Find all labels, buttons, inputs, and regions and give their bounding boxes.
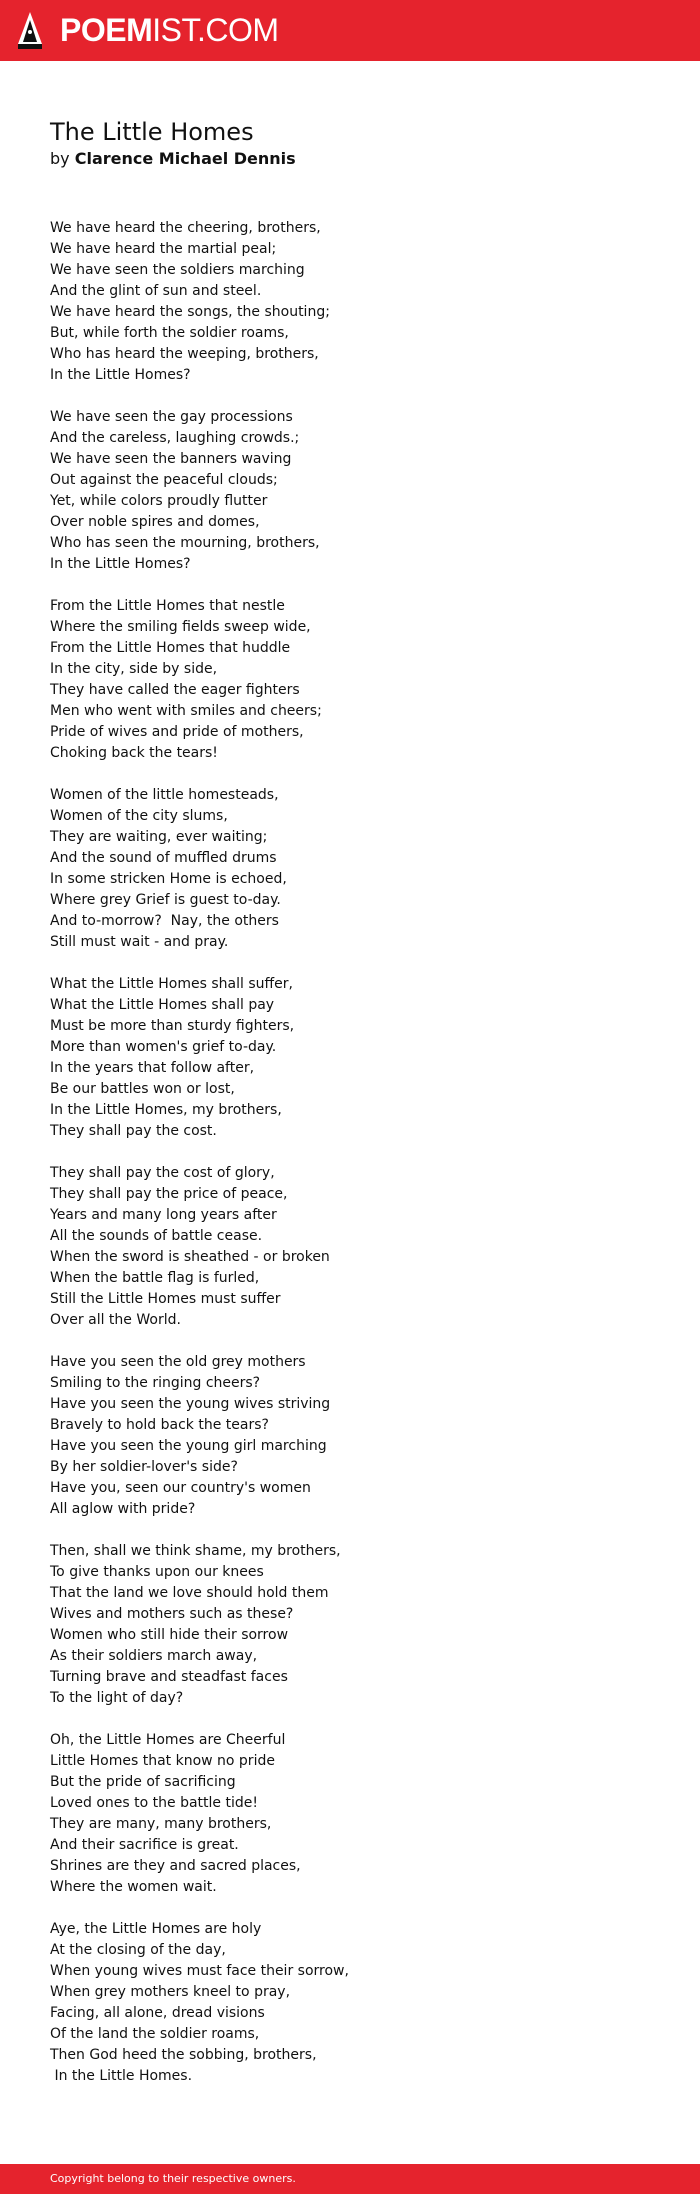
poem-line: When grey mothers kneel to pray, bbox=[50, 1984, 291, 2000]
poem-line: Still the Little Homes must suffer bbox=[50, 1291, 281, 1307]
poem-stanza bbox=[50, 785, 670, 953]
poem-line: They are many, many brothers, bbox=[50, 1816, 272, 1832]
poem-line: All aglow with pride? bbox=[50, 1501, 196, 1517]
poem-line: They shall pay the price of peace, bbox=[50, 1186, 288, 1202]
poem-line: Who has heard the weeping, brothers, bbox=[50, 346, 319, 362]
logo-bold-text: POEM bbox=[60, 12, 153, 48]
poem-stanza bbox=[50, 1541, 670, 1709]
poem-line: In the Little Homes? bbox=[50, 367, 191, 383]
poem-stanza bbox=[50, 1919, 670, 2087]
poem-line: Aye, the Little Homes are holy bbox=[50, 1921, 262, 1937]
poem-line: To the light of day? bbox=[50, 1690, 184, 1706]
site-header bbox=[0, 0, 700, 61]
poem-body bbox=[50, 218, 670, 2108]
poem-line: When the sword is sheathed - or broken bbox=[50, 1249, 330, 1265]
poem-line: Bravely to hold back the tears? bbox=[50, 1417, 269, 1433]
poem-line: Who has seen the mourning, brothers, bbox=[50, 535, 320, 551]
poem-line: In the Little Homes, my brothers, bbox=[50, 1102, 282, 1118]
poem-line: We have seen the soldiers marching bbox=[50, 262, 305, 278]
site-footer bbox=[0, 2164, 700, 2194]
poem-line: Where the women wait. bbox=[50, 1879, 217, 1895]
poem-line: They shall pay the cost. bbox=[50, 1123, 217, 1139]
poem-line: They shall pay the cost of glory, bbox=[50, 1165, 275, 1181]
poem-line: From the Little Homes that nestle bbox=[50, 598, 285, 614]
poem-line: Where the smiling fields sweep wide, bbox=[50, 619, 311, 635]
poem-line: Years and many long years after bbox=[50, 1207, 277, 1223]
poem-line: At the closing of the day, bbox=[50, 1942, 226, 1958]
poem-line: We have heard the songs, the shouting; bbox=[50, 304, 330, 320]
poem-byline bbox=[50, 148, 296, 170]
poem-line: In the Little Homes? bbox=[50, 556, 191, 572]
poem-line: In the years that follow after, bbox=[50, 1060, 255, 1076]
poem-line: In the Little Homes. bbox=[50, 2068, 193, 2084]
poem-author[interactable]: Clarence Michael Dennis bbox=[74, 149, 296, 168]
poem-line: Men who went with smiles and cheers; bbox=[50, 703, 322, 719]
poem-line: Of the land the soldier roams, bbox=[50, 2026, 260, 2042]
poem-line: Oh, the Little Homes are Cheerful bbox=[50, 1732, 286, 1748]
poem-line: To give thanks upon our knees bbox=[50, 1564, 264, 1580]
poem-line: We have seen the gay processions bbox=[50, 409, 293, 425]
poem-line: Must be more than sturdy fighters, bbox=[50, 1018, 295, 1034]
poem-stanza bbox=[50, 1730, 670, 1898]
poem-line: Have you seen the young girl marching bbox=[50, 1438, 327, 1454]
poem-line: What the Little Homes shall pay bbox=[50, 997, 275, 1013]
poem-line: Loved ones to the battle tide! bbox=[50, 1795, 258, 1811]
poem-line: They are waiting, ever waiting; bbox=[50, 829, 268, 845]
poem-stanza bbox=[50, 974, 670, 1142]
poem-line: And the glint of sun and steel. bbox=[50, 283, 262, 299]
poem-line: They have called the eager fighters bbox=[50, 682, 300, 698]
poem-line: And the careless, laughing crowds.; bbox=[50, 430, 300, 446]
poem-line: Shrines are they and sacred places, bbox=[50, 1858, 301, 1874]
poem-line: We have heard the martial peal; bbox=[50, 241, 277, 257]
poem-line: Out against the peaceful clouds; bbox=[50, 472, 278, 488]
poem-line: Turning brave and steadfast faces bbox=[50, 1669, 288, 1685]
poem-line: Be our battles won or lost, bbox=[50, 1081, 235, 1097]
poem-line: More than women's grief to-day. bbox=[50, 1039, 277, 1055]
poem-line: In the city, side by side, bbox=[50, 661, 218, 677]
poem-line: When the battle flag is furled, bbox=[50, 1270, 260, 1286]
poem-line: Have you seen the young wives striving bbox=[50, 1396, 331, 1412]
poem-line: All the sounds of battle cease. bbox=[50, 1228, 263, 1244]
poem-line: Have you, seen our country's women bbox=[50, 1480, 311, 1496]
poem-stanza bbox=[50, 218, 670, 386]
poem-line: As their soldiers march away, bbox=[50, 1648, 258, 1664]
poem-line: From the Little Homes that huddle bbox=[50, 640, 291, 656]
poem-line: Women of the little homesteads, bbox=[50, 787, 279, 803]
poem-line: By her soldier-lover's side? bbox=[50, 1459, 238, 1475]
poem-line: In some stricken Home is echoed, bbox=[50, 871, 287, 887]
poem-line: Pride of wives and pride of mothers, bbox=[50, 724, 304, 740]
copyright-notice: Copyright belong to their respective owners. bbox=[50, 2172, 296, 2185]
poem-line: Then God heed the sobbing, brothers, bbox=[50, 2047, 317, 2063]
poem-line: Where grey Grief is guest to-day. bbox=[50, 892, 281, 908]
poem-stanza bbox=[50, 1163, 670, 1331]
poem-line: Women who still hide their sorrow bbox=[50, 1627, 289, 1643]
poem-line: Yet, while colors proudly flutter bbox=[50, 493, 268, 509]
poem-line: Wives and mothers such as these? bbox=[50, 1606, 294, 1622]
poem-line: Smiling to the ringing cheers? bbox=[50, 1375, 261, 1391]
pen-nib-icon[interactable] bbox=[16, 10, 44, 50]
poem-line: But, while forth the soldier roams, bbox=[50, 325, 289, 341]
by-label: by bbox=[50, 149, 70, 168]
poem-title: The Little Homes bbox=[50, 118, 254, 146]
logo-light-text: IST.COM bbox=[152, 12, 279, 48]
poem-stanza bbox=[50, 407, 670, 575]
poem-line: Over all the World. bbox=[50, 1312, 181, 1328]
poem-line: And to-morrow? Nay, the others bbox=[50, 913, 279, 929]
poem-line: When young wives must face their sorrow, bbox=[50, 1963, 349, 1979]
poem-line: Little Homes that know no pride bbox=[50, 1753, 275, 1769]
poem-line: Over noble spires and domes, bbox=[50, 514, 260, 530]
poem-stanza bbox=[50, 1352, 670, 1520]
poem-line: Women of the city slums, bbox=[50, 808, 228, 824]
poem-line: And their sacrifice is great. bbox=[50, 1837, 239, 1853]
poem-line: We have heard the cheering, brothers, bbox=[50, 220, 321, 236]
poem-stanza bbox=[50, 596, 670, 764]
poem-line: Have you seen the old grey mothers bbox=[50, 1354, 306, 1370]
poem-line: What the Little Homes shall suffer, bbox=[50, 976, 293, 992]
poem-line: But the pride of sacrificing bbox=[50, 1774, 236, 1790]
poem-line: That the land we love should hold them bbox=[50, 1585, 329, 1601]
poem-line: And the sound of muffled drums bbox=[50, 850, 277, 866]
poem-line: Then, shall we think shame, my brothers, bbox=[50, 1543, 341, 1559]
site-logo[interactable] bbox=[60, 12, 279, 48]
poem-line: Facing, all alone, dread visions bbox=[50, 2005, 265, 2021]
poem-line: Still must wait - and pray. bbox=[50, 934, 229, 950]
poem-line: Choking back the tears! bbox=[50, 745, 218, 761]
poem-line: We have seen the banners waving bbox=[50, 451, 292, 467]
